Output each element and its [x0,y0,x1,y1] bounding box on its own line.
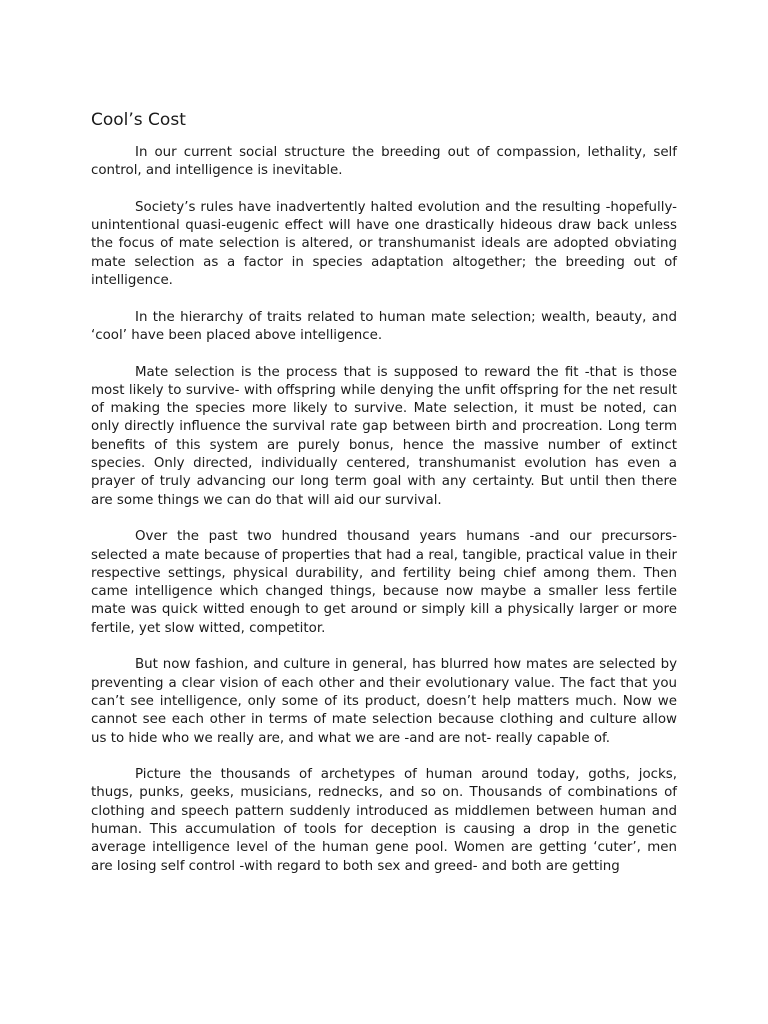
document-page [91,106,677,894]
paragraph-4: Mate selection is the process that is supposed to reward the fit -that is those most likely to survive- with offspring while denying the unfit offspring for the net result of making the species more likely to survive. Mate selection, it must be noted, can only directly influence the survival rate gap between birth and procreation. Long term benefits of this system are purely bonus, hence the massive number of extinct species. Only directed, individually centered, transhumanist evolution has even a prayer of truly advancing our long term goal with any certainty. But until then there are some things we can do that will aid our survival. [91,364,677,508]
paragraph-1: In our current social structure the breeding out of compassion, lethality, self control, and intelligence is inevitable. [91,145,677,179]
paragraph-3: In the hierarchy of traits related to human mate selection; wealth, beauty, and ‘cool’ have been placed above intelligence. [91,309,677,343]
document-title: Cool’s Cost [91,110,186,130]
paragraph-6: But now fashion, and culture in general, has blurred how mates are selected by preventing a clear vision of each other and their evolutionary value. The fact that you can’t see intelligence, only some of its product, doesn’t help matters much. Now we cannot see each other in terms of mate selection because clothing and culture allow us to hide who we really are, and what we are -and are not- really capable of. [91,657,677,746]
paragraph-5: Over the past two hundred thousand years humans -and our precursors- selected a mate because of properties that had a real, tangible, practical value in their respective settings, physical durability, and fertility being chief among them. Then came intelligence which changed things, because now maybe a smaller less fertile mate was quick witted enough to get around or simply kill a physically larger or more fertile, yet slow witted, competitor. [91,529,677,636]
paragraph-7: Picture the thousands of archetypes of human around today, goths, jocks, thugs, punks, geeks, musicians, rednecks, and so on. Thousands of combinations of clothing and speech pattern suddenly introduced as middlemen between human and human. This accumulation of tools for deception is causing a drop in the genetic average intelligence level of the human gene pool. Women are getting ‘cuter’, men are losing self control -with regard to both sex and greed- and both are getting [91,767,677,874]
paragraph-2: Society’s rules have inadvertently halted evolution and the resulting -hopefully- unintentional quasi-eugenic effect will have one drastically hideous draw back unless the focus of mate selection is altered, or transhumanist ideals are adopted obviating mate selection as a factor in species adaptation altogether; the breeding out of intelligence. [91,199,677,289]
